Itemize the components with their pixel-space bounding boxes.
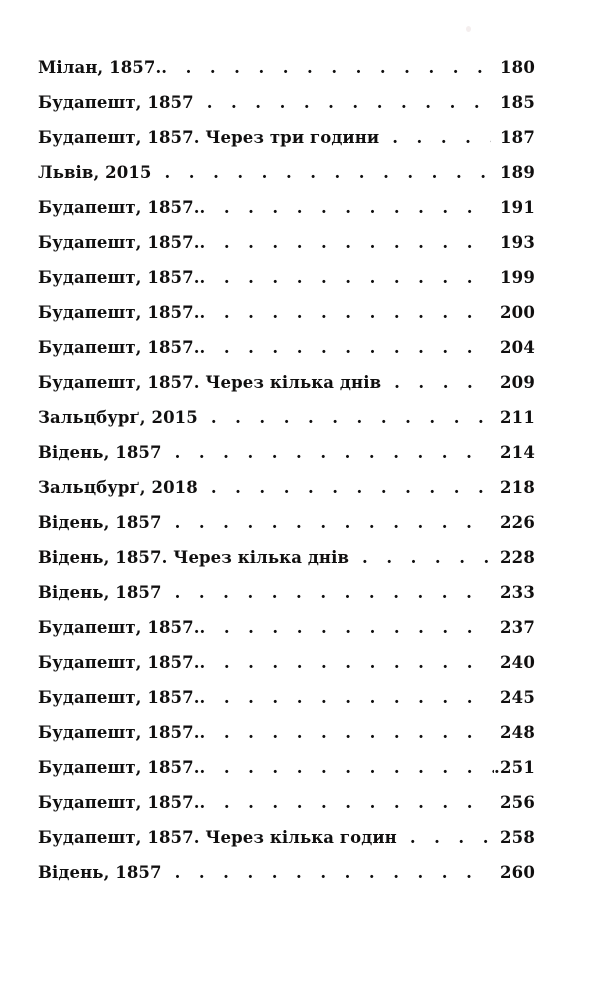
toc-entry-page-number: 185 bbox=[499, 93, 535, 112]
toc-entry[interactable] bbox=[38, 408, 535, 443]
toc-entry-page-number: 240 bbox=[499, 653, 535, 672]
toc-entry-page-number: 218 bbox=[499, 478, 535, 497]
toc-dot-leader bbox=[392, 128, 491, 145]
toc-entry-title: Будапешт, 1857. bbox=[38, 793, 200, 812]
toc-entry-page-number: 189 bbox=[499, 163, 535, 182]
toc-dot-leader bbox=[165, 163, 492, 180]
toc-entry-page-number: 209 bbox=[499, 373, 535, 392]
toc-entry[interactable] bbox=[38, 128, 535, 163]
toc-entry-title: Відень, 1857. Через кілька днів bbox=[38, 548, 350, 567]
toc-entry[interactable] bbox=[38, 618, 535, 653]
toc-entry[interactable] bbox=[38, 58, 535, 93]
toc-entry-page-number: 211 bbox=[499, 408, 535, 427]
toc-dot-leader bbox=[200, 793, 491, 810]
toc-entry[interactable] bbox=[38, 443, 535, 478]
toc-dot-leader bbox=[200, 303, 491, 320]
toc-entry-title: Будапешт, 1857. Через кілька днів bbox=[38, 373, 382, 392]
toc-entry[interactable] bbox=[38, 163, 535, 198]
toc-dot-leader bbox=[175, 863, 491, 880]
toc-dot-leader bbox=[211, 478, 491, 495]
toc-entry-title: Будапешт, 1857. bbox=[38, 653, 200, 672]
toc-entry[interactable] bbox=[38, 583, 535, 618]
toc-dot-leader bbox=[200, 233, 491, 250]
toc-entry-title: Будапешт, 1857. bbox=[38, 338, 200, 357]
toc-entry-title: Будапешт, 1857. Через три години bbox=[38, 128, 380, 147]
toc-entry-title: Відень, 1857 bbox=[38, 863, 162, 882]
toc-entry[interactable] bbox=[38, 93, 535, 128]
toc-entry[interactable] bbox=[38, 338, 535, 373]
toc-dot-leader bbox=[200, 198, 491, 215]
toc-entry-title: Будапешт, 1857. bbox=[38, 618, 200, 637]
toc-entry-title: Відень, 1857 bbox=[38, 513, 162, 532]
toc-dot-leader bbox=[200, 723, 491, 740]
toc-entry[interactable] bbox=[38, 828, 535, 863]
toc-dot-leader bbox=[175, 443, 491, 460]
toc-entry-page-number: 256 bbox=[499, 793, 535, 812]
toc-dot-leader bbox=[200, 618, 491, 635]
toc-entry[interactable] bbox=[38, 513, 535, 548]
toc-dot-leader bbox=[200, 653, 491, 670]
toc-entry-page-number: 193 bbox=[499, 233, 535, 252]
toc-entry[interactable] bbox=[38, 233, 535, 268]
toc-entry-page-number: 245 bbox=[499, 688, 535, 707]
table-of-contents-list bbox=[38, 58, 535, 898]
toc-entry-page-number: . 251 bbox=[494, 758, 535, 777]
toc-entry-title: Будапешт, 1857. bbox=[38, 303, 200, 322]
toc-entry-title: Будапешт, 1857 bbox=[38, 93, 194, 112]
toc-entry-title: Будапешт, 1857. bbox=[38, 233, 200, 252]
toc-entry-page-number: 200 bbox=[499, 303, 535, 322]
toc-dot-leader bbox=[362, 548, 491, 565]
toc-entry-page-number: 228 bbox=[499, 548, 535, 567]
toc-dot-leader bbox=[175, 513, 491, 530]
toc-dot-leader bbox=[200, 758, 494, 775]
toc-entry-title: Зальцбурґ, 2015 bbox=[38, 408, 198, 427]
toc-dot-leader bbox=[200, 688, 491, 705]
toc-entry[interactable] bbox=[38, 198, 535, 233]
toc-entry-page-number: 248 bbox=[499, 723, 535, 742]
toc-entry-title: Будапешт, 1857. bbox=[38, 268, 200, 287]
toc-entry[interactable] bbox=[38, 863, 535, 898]
toc-entry-page-number: 191 bbox=[499, 198, 535, 217]
toc-entry-page-number: 187 bbox=[499, 128, 535, 147]
toc-entry-page-number: 180 bbox=[499, 58, 535, 77]
toc-entry[interactable] bbox=[38, 548, 535, 583]
toc-entry-page-number: 199 bbox=[499, 268, 535, 287]
toc-dot-leader bbox=[175, 583, 491, 600]
toc-dot-leader bbox=[410, 828, 491, 845]
toc-entry-page-number: 226 bbox=[499, 513, 535, 532]
toc-entry[interactable] bbox=[38, 688, 535, 723]
toc-entry[interactable] bbox=[38, 268, 535, 303]
toc-entry[interactable] bbox=[38, 653, 535, 688]
toc-entry[interactable] bbox=[38, 723, 535, 758]
toc-entry-title: Будапешт, 1857. bbox=[38, 688, 200, 707]
scan-artifact-speck bbox=[466, 26, 471, 32]
toc-dot-leader bbox=[200, 338, 491, 355]
toc-entry[interactable] bbox=[38, 478, 535, 513]
toc-entry-page-number: 214 bbox=[499, 443, 535, 462]
toc-entry-title: Будапешт, 1857. Через кілька годин bbox=[38, 828, 397, 847]
toc-dot-leader bbox=[161, 58, 491, 75]
toc-entry-title: Зальцбурґ, 2018 bbox=[38, 478, 198, 497]
toc-entry-title: Відень, 1857 bbox=[38, 443, 162, 462]
toc-entry-page-number: 233 bbox=[499, 583, 535, 602]
toc-entry[interactable] bbox=[38, 373, 535, 408]
toc-dot-leader bbox=[207, 93, 491, 110]
toc-entry-page-number: 258 bbox=[499, 828, 535, 847]
toc-entry[interactable] bbox=[38, 758, 535, 793]
toc-entry-title: Львів, 2015 bbox=[38, 163, 152, 182]
toc-entry-title: Будапешт, 1857. bbox=[38, 758, 200, 777]
toc-dot-leader bbox=[394, 373, 491, 390]
toc-entry-title: Мілан, 1857. bbox=[38, 58, 162, 77]
toc-entry-title: Будапешт, 1857. bbox=[38, 723, 200, 742]
toc-entry-page-number: 204 bbox=[499, 338, 535, 357]
toc-entry-title: Будапешт, 1857. bbox=[38, 198, 200, 217]
toc-entry-page-number: 237 bbox=[499, 618, 535, 637]
toc-entry[interactable] bbox=[38, 303, 535, 338]
toc-dot-leader bbox=[211, 408, 491, 425]
toc-entry-page-number: 260 bbox=[499, 863, 535, 882]
toc-entry-title: Відень, 1857 bbox=[38, 583, 162, 602]
toc-entry[interactable] bbox=[38, 793, 535, 828]
toc-dot-leader bbox=[200, 268, 491, 285]
